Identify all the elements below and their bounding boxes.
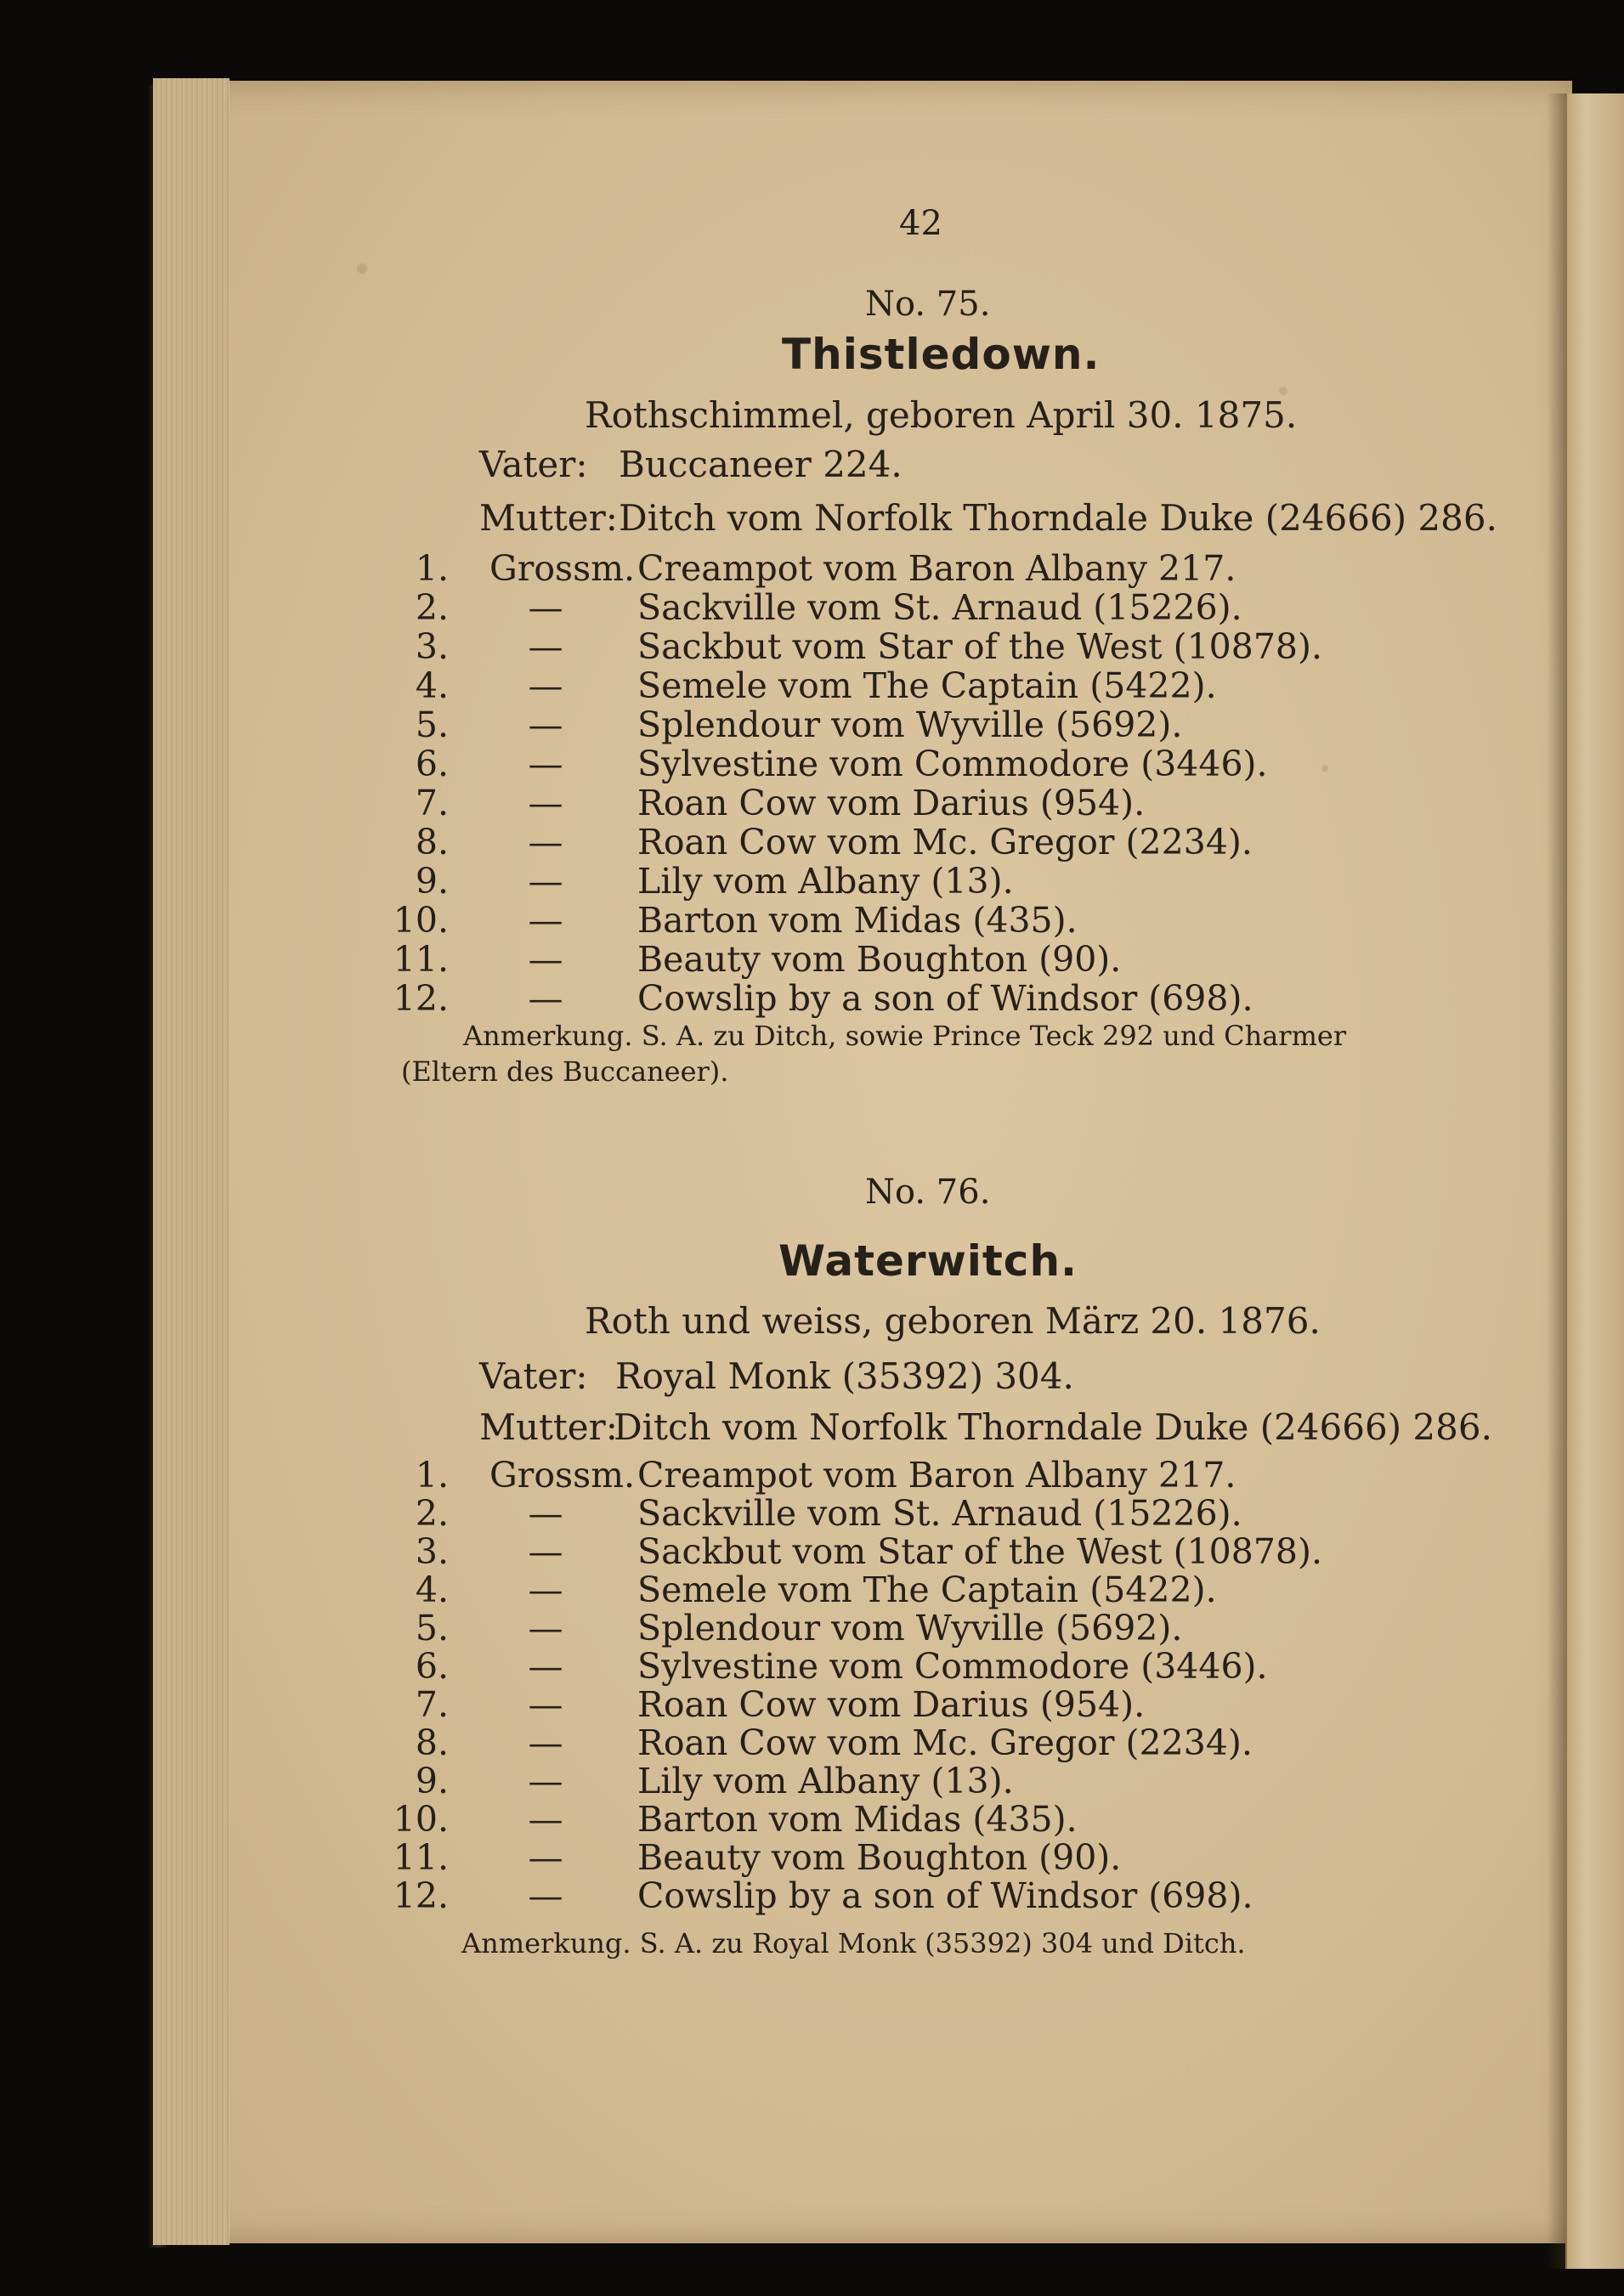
entry-number: No. 75. <box>865 285 991 324</box>
pedigree-row-text: Lily vom Albany (13). <box>637 861 1014 902</box>
pedigree-row-mark: — <box>528 1799 563 1840</box>
pedigree-row-number: 12. <box>393 1875 449 1916</box>
page-number: 42 <box>899 204 942 243</box>
pedigree-row-mark: Grossm. <box>489 548 636 589</box>
pedigree-row-number: 9. <box>415 1761 449 1801</box>
pedigree-row-number: 11. <box>393 1837 449 1878</box>
ink-spot <box>1321 765 1328 772</box>
pedigree-row-text: Roan Cow vom Darius (954). <box>637 783 1146 823</box>
pedigree-row-mark: — <box>528 1684 563 1725</box>
pedigree-row-mark: — <box>528 1493 563 1534</box>
pedigree-row-text: Cowslip by a son of Windsor (698). <box>637 1875 1253 1916</box>
pedigree-row-number: 11. <box>393 939 449 980</box>
vater-value: Royal Monk (35392) 304. <box>615 1355 1074 1397</box>
page-edges <box>153 78 229 2245</box>
pedigree-row-mark: — <box>528 626 563 667</box>
pedigree-row-text: Roan Cow vom Mc. Gregor (2234). <box>637 1722 1253 1763</box>
pedigree-row-number: 7. <box>415 1684 449 1725</box>
pedigree-row-text: Beauty vom Boughton (90). <box>637 1837 1122 1878</box>
pedigree-row-text: Semele vom The Captain (5422). <box>637 665 1217 706</box>
pedigree-row-text: Lily vom Albany (13). <box>637 1761 1014 1801</box>
pedigree-row-number: 4. <box>415 1569 449 1610</box>
vater-label: Vater: <box>479 1355 588 1397</box>
pedigree-row-number: 4. <box>415 665 449 706</box>
pedigree-row-number: 5. <box>415 704 449 745</box>
pedigree-row-number: 10. <box>393 1799 449 1840</box>
entry-title: Thistledown. <box>782 330 1101 379</box>
pedigree-row-number: 6. <box>415 1646 449 1687</box>
pedigree-row-text: Creampot vom Baron Albany 217. <box>637 1455 1236 1496</box>
pedigree-row-mark: — <box>528 978 563 1019</box>
pedigree-row-text: Roan Cow vom Darius (954). <box>637 1684 1146 1725</box>
pedigree-row-number: 9. <box>415 861 449 902</box>
pedigree-row-text: Roan Cow vom Mc. Gregor (2234). <box>637 822 1253 862</box>
pedigree-row-mark: — <box>528 1875 563 1916</box>
pedigree-row-mark: — <box>528 1646 563 1687</box>
pedigree-row-text: Splendour vom Wyville (5692). <box>637 704 1183 745</box>
pedigree-row-text: Beauty vom Boughton (90). <box>637 939 1122 980</box>
pedigree-row-mark: — <box>528 1608 563 1648</box>
pedigree-row-mark: — <box>528 783 563 823</box>
pedigree-row-number: 8. <box>415 1722 449 1763</box>
page-gutter-shadow <box>1547 93 1567 2269</box>
pedigree-row-number: 12. <box>393 978 449 1019</box>
pedigree-row-text: Semele vom The Captain (5422). <box>637 1569 1217 1610</box>
pedigree-row-mark: — <box>528 704 563 745</box>
pedigree-row-number: 2. <box>415 1493 449 1534</box>
pedigree-row-mark: — <box>528 1761 563 1801</box>
pedigree-row-text: Barton vom Midas (435). <box>637 900 1078 941</box>
entry-title: Waterwitch. <box>778 1236 1078 1286</box>
pedigree-row-mark: — <box>528 822 563 862</box>
mutter-value: Ditch vom Norfolk Thorndale Duke (24666) 286. <box>614 1406 1492 1448</box>
pedigree-row-number: 7. <box>415 783 449 823</box>
pedigree-row-mark: Grossm. <box>489 1455 636 1496</box>
pedigree-row-mark: — <box>528 1569 563 1610</box>
vater-value: Buccaneer 224. <box>619 444 903 485</box>
pedigree-row-text: Barton vom Midas (435). <box>637 1799 1078 1840</box>
pedigree-row-text: Sylvestine vom Commodore (3446). <box>637 744 1268 784</box>
ink-spot <box>357 263 367 274</box>
pedigree-row-number: 1. <box>415 1455 449 1496</box>
pedigree-row-mark: — <box>528 1837 563 1878</box>
pedigree-row-text: Sylvestine vom Commodore (3446). <box>637 1646 1268 1687</box>
pedigree-row-number: 3. <box>415 626 449 667</box>
entry-note: Anmerkung. S. A. zu Royal Monk (35392) 304 und Ditch. <box>461 1927 1246 1960</box>
pedigree-row-number: 6. <box>415 744 449 784</box>
pedigree-row-mark: — <box>528 665 563 706</box>
mutter-label: Mutter: <box>479 497 618 539</box>
entry-description: Rothschimmel, geboren April 30. 1875. <box>585 394 1298 436</box>
mutter-label: Mutter: <box>479 1406 618 1448</box>
pedigree-row-text: Sackbut vom Star of the West (10878). <box>637 1531 1323 1572</box>
pedigree-row-number: 2. <box>415 587 449 628</box>
pedigree-row-text: Splendour vom Wyville (5692). <box>637 1608 1183 1648</box>
pedigree-row-number: 5. <box>415 1608 449 1648</box>
pedigree-row-number: 8. <box>415 822 449 862</box>
pedigree-row-number: 1. <box>415 548 449 589</box>
pedigree-row-text: Cowslip by a son of Windsor (698). <box>637 978 1253 1019</box>
pedigree-row-mark: — <box>528 939 563 980</box>
pedigree-row-text: Sackville vom St. Arnaud (15226). <box>637 1493 1242 1534</box>
pedigree-row-mark: — <box>528 744 563 784</box>
pedigree-row-text: Sackville vom St. Arnaud (15226). <box>637 587 1242 628</box>
pedigree-row-mark: — <box>528 900 563 941</box>
pedigree-row-number: 10. <box>393 900 449 941</box>
pedigree-row-mark: — <box>528 587 563 628</box>
pedigree-row-number: 3. <box>415 1531 449 1572</box>
next-page-edge <box>1565 93 1624 2269</box>
entry-note-continued: (Eltern des Buccaneer). <box>401 1055 729 1088</box>
pedigree-row-text: Sackbut vom Star of the West (10878). <box>637 626 1323 667</box>
entry-description: Roth und weiss, geboren März 20. 1876. <box>585 1300 1321 1342</box>
pedigree-row-mark: — <box>528 1531 563 1572</box>
pedigree-row-mark: — <box>528 861 563 902</box>
vater-label: Vater: <box>479 444 588 485</box>
pedigree-row-mark: — <box>528 1722 563 1763</box>
entry-number: No. 76. <box>865 1173 991 1212</box>
pedigree-row-text: Creampot vom Baron Albany 217. <box>637 548 1236 589</box>
mutter-value: Ditch vom Norfolk Thorndale Duke (24666) 286. <box>619 497 1497 539</box>
entry-note: Anmerkung. S. A. zu Ditch, sowie Prince Teck 292 und Charmer <box>463 1020 1347 1052</box>
